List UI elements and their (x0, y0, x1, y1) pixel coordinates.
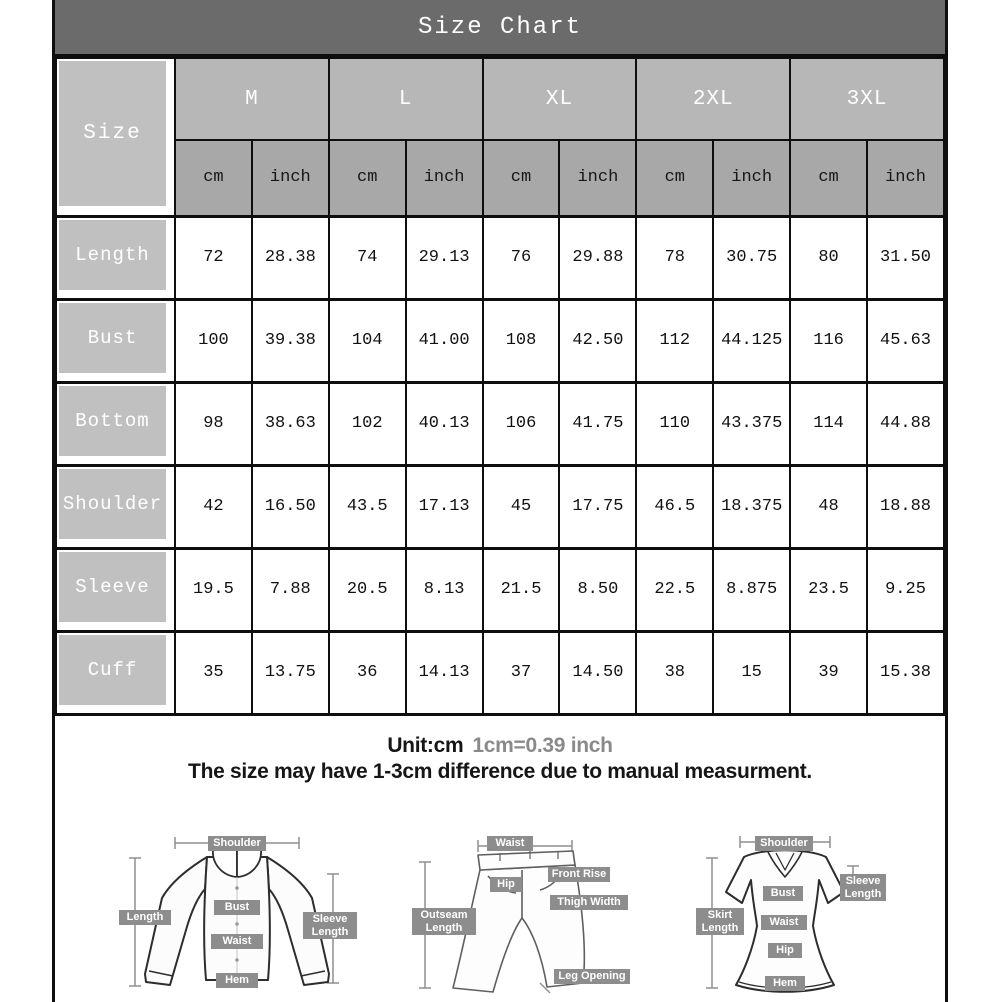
value-cell: 80 (790, 216, 867, 299)
unit-note (55, 734, 945, 758)
value-cell: 15 (713, 631, 790, 714)
value-cell: 16.50 (252, 465, 329, 548)
measurement-diagrams (55, 830, 945, 1000)
size-header-2xl: 2XL (636, 58, 790, 140)
value-cell: 36 (329, 631, 406, 714)
value-cell: 9.25 (867, 548, 944, 631)
value-cell: 21.5 (483, 548, 560, 631)
value-cell: 45.63 (867, 299, 944, 382)
value-cell: 38.63 (252, 382, 329, 465)
pants-thigh-width-label: Thigh Width (550, 895, 628, 910)
unit-header-cm: cm (483, 140, 560, 216)
corner-cell (56, 58, 175, 216)
value-cell: 42 (175, 465, 252, 548)
pants-leg-opening-label: Leg Opening (554, 969, 630, 984)
value-cell: 41.75 (559, 382, 636, 465)
value-cell: 20.5 (329, 548, 406, 631)
chart-frame (52, 0, 948, 1002)
shirt-sleeve-length-label: Sleeve Length (303, 912, 357, 939)
title-bar (55, 0, 945, 57)
value-cell: 98 (175, 382, 252, 465)
unit-header-cm: cm (636, 140, 713, 216)
value-cell: 37 (483, 631, 560, 714)
pants-diagram (400, 830, 690, 1000)
value-cell: 8.50 (559, 548, 636, 631)
value-cell: 42.50 (559, 299, 636, 382)
conversion-note: 1cm=0.39 inch (472, 733, 613, 757)
dress-skirt-length-label: Skirt Length (696, 908, 744, 935)
shirt-waist-label: Waist (211, 934, 263, 949)
unit-header-cm: cm (790, 140, 867, 216)
value-cell: 38 (636, 631, 713, 714)
value-cell: 18.88 (867, 465, 944, 548)
size-header-m: M (175, 58, 329, 140)
shirt-bust-label: Bust (214, 900, 260, 915)
value-cell: 44.125 (713, 299, 790, 382)
dress-diagram (680, 830, 945, 1000)
table-row-bust (56, 299, 944, 382)
dress-bust-label: Bust (763, 886, 803, 901)
value-cell: 8.875 (713, 548, 790, 631)
size-header-l: L (329, 58, 483, 140)
value-cell: 28.38 (252, 216, 329, 299)
value-cell: 13.75 (252, 631, 329, 714)
shirt-length-label: Length (119, 910, 171, 925)
table-row-shoulder (56, 465, 944, 548)
pants-hip-label: Hip (490, 877, 522, 892)
value-cell: 108 (483, 299, 560, 382)
value-cell: 41.00 (406, 299, 483, 382)
unit-header-inch: inch (713, 140, 790, 216)
value-cell: 39.38 (252, 299, 329, 382)
value-cell: 31.50 (867, 216, 944, 299)
value-cell: 102 (329, 382, 406, 465)
value-cell: 78 (636, 216, 713, 299)
disclaimer-note: The size may have 1-3cm difference due to manual measurment. (188, 759, 812, 783)
pants-waist-label: Waist (487, 836, 533, 851)
pants-outseam-length-label: Outseam Length (412, 908, 476, 935)
value-cell: 43.5 (329, 465, 406, 548)
value-cell: 116 (790, 299, 867, 382)
value-cell: 39 (790, 631, 867, 714)
value-cell: 23.5 (790, 548, 867, 631)
dress-sleeve-length-label: Sleeve Length (840, 874, 886, 901)
size-table (55, 57, 945, 716)
dress-hem-label: Hem (765, 976, 805, 991)
shirt-hem-label: Hem (216, 973, 258, 988)
unit-label: Unit:cm (387, 733, 464, 757)
value-cell: 29.88 (559, 216, 636, 299)
unit-header-inch: inch (867, 140, 944, 216)
value-cell: 45 (483, 465, 560, 548)
value-cell: 100 (175, 299, 252, 382)
value-cell: 112 (636, 299, 713, 382)
value-cell: 114 (790, 382, 867, 465)
value-cell: 40.13 (406, 382, 483, 465)
value-cell: 19.5 (175, 548, 252, 631)
value-cell: 46.5 (636, 465, 713, 548)
value-cell: 17.75 (559, 465, 636, 548)
unit-header-inch: inch (252, 140, 329, 216)
unit-header-cm: cm (329, 140, 406, 216)
value-cell: 7.88 (252, 548, 329, 631)
value-cell: 44.88 (867, 382, 944, 465)
row-label: Cuff (59, 635, 166, 705)
dress-waist-label: Waist (761, 915, 807, 930)
size-header-3xl: 3XL (790, 58, 944, 140)
row-label: Length (59, 220, 166, 290)
row-label: Bottom (59, 386, 166, 456)
value-cell: 18.375 (713, 465, 790, 548)
value-cell: 35 (175, 631, 252, 714)
dress-hip-label: Hip (768, 943, 802, 958)
row-label: Sleeve (59, 552, 166, 622)
value-cell: 104 (329, 299, 406, 382)
notes-section (55, 716, 945, 828)
value-cell: 29.13 (406, 216, 483, 299)
value-cell: 110 (636, 382, 713, 465)
unit-header-row (56, 140, 944, 216)
value-cell: 17.13 (406, 465, 483, 548)
value-cell: 8.13 (406, 548, 483, 631)
value-cell: 72 (175, 216, 252, 299)
corner-label: Size (59, 61, 166, 206)
dress-shoulder-label: Shoulder (755, 836, 813, 851)
value-cell: 43.375 (713, 382, 790, 465)
unit-header-inch: inch (406, 140, 483, 216)
table-row-length (56, 216, 944, 299)
unit-header-cm: cm (175, 140, 252, 216)
value-cell: 30.75 (713, 216, 790, 299)
shirt-diagram (105, 830, 365, 1000)
value-cell: 106 (483, 382, 560, 465)
value-cell: 14.13 (406, 631, 483, 714)
row-label: Bust (59, 303, 166, 373)
size-header-xl: XL (483, 58, 637, 140)
shirt-shoulder-label: Shoulder (208, 836, 266, 851)
value-cell: 15.38 (867, 631, 944, 714)
table-row-cuff (56, 631, 944, 714)
row-label: Shoulder (59, 469, 166, 539)
value-cell: 14.50 (559, 631, 636, 714)
value-cell: 74 (329, 216, 406, 299)
unit-header-inch: inch (559, 140, 636, 216)
table-row-sleeve (56, 548, 944, 631)
page-title: Size Chart (417, 13, 583, 41)
value-cell: 22.5 (636, 548, 713, 631)
size-header-row (56, 58, 944, 140)
table-row-bottom (56, 382, 944, 465)
value-cell: 76 (483, 216, 560, 299)
pants-front-rise-label: Front Rise (548, 867, 610, 882)
value-cell: 48 (790, 465, 867, 548)
